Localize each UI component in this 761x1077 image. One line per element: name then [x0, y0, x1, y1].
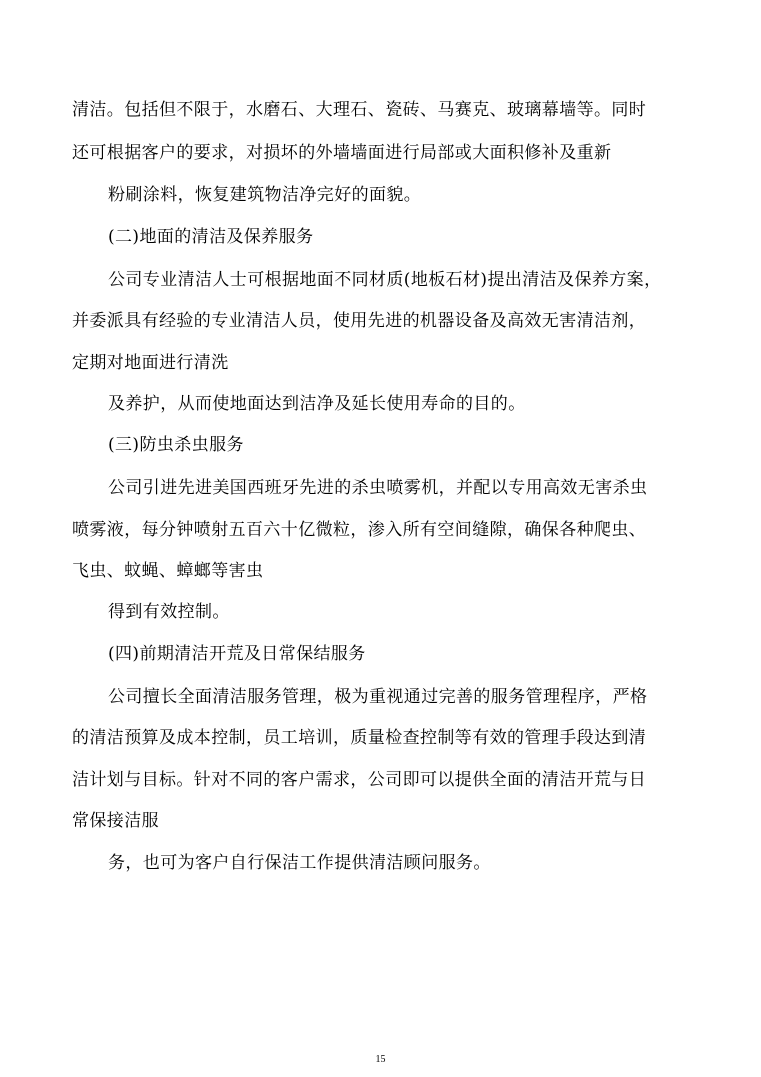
- section-heading: (二)地面的清洁及保养服务: [108, 227, 314, 247]
- paragraph-line: 粉刷涂料，恢复建筑物洁净完好的面貌。: [108, 185, 422, 205]
- paragraph-line: 及养护，从而使地面达到洁净及延长使用寿命的目的。: [108, 394, 526, 414]
- paragraph-line: 洁计划与目标。针对不同的客户需求，公司即可以提供全面的清洁开荒与日: [72, 770, 647, 790]
- paragraph-line: 的清洁预算及成本控制，员工培训，质量检查控制等有效的管理手段达到清: [72, 728, 647, 748]
- paragraph-line: 飞虫、蚊蝇、蟑螂等害虫: [72, 561, 264, 581]
- paragraph-line: 公司引进先进美国西班牙先进的杀虫喷雾机，并配以专用高效无害杀虫: [108, 478, 648, 498]
- paragraph-line: 定期对地面进行清洗: [72, 353, 229, 373]
- paragraph-line: 公司擅长全面清洁服务管理，极为重视通过完善的服务管理程序，严格: [108, 687, 648, 707]
- section-heading: (四)前期清洁开荒及日常保结服务: [108, 644, 366, 664]
- page-number: 15: [375, 1054, 386, 1065]
- section-heading: (三)防虫杀虫服务: [108, 435, 244, 455]
- paragraph-line: 常保接洁服: [72, 811, 159, 831]
- paragraph-line: 公司专业清洁人士可根据地面不同材质(地板石材)提出清洁及保养方案，: [108, 270, 662, 290]
- paragraph-line: 喷雾液，每分钟喷射五百六十亿微粒，渗入所有空间缝隙，确保各种爬虫、: [72, 520, 647, 540]
- paragraph-line: 并委派具有经验的专业清洁人员，使用先进的机器设备及高效无害清洁剂，: [72, 311, 647, 331]
- paragraph-line: 还可根据客户的要求，对损坏的外墙墙面进行局部或大面积修补及重新: [72, 143, 612, 163]
- paragraph-line: 清洁。包括但不限于，水磨石、大理石、瓷砖、马赛克、玻璃幕墙等。同时: [72, 100, 647, 120]
- paragraph-line: 得到有效控制。: [108, 602, 230, 622]
- paragraph-line: 务，也可为客户自行保洁工作提供清洁顾问服务。: [108, 853, 491, 873]
